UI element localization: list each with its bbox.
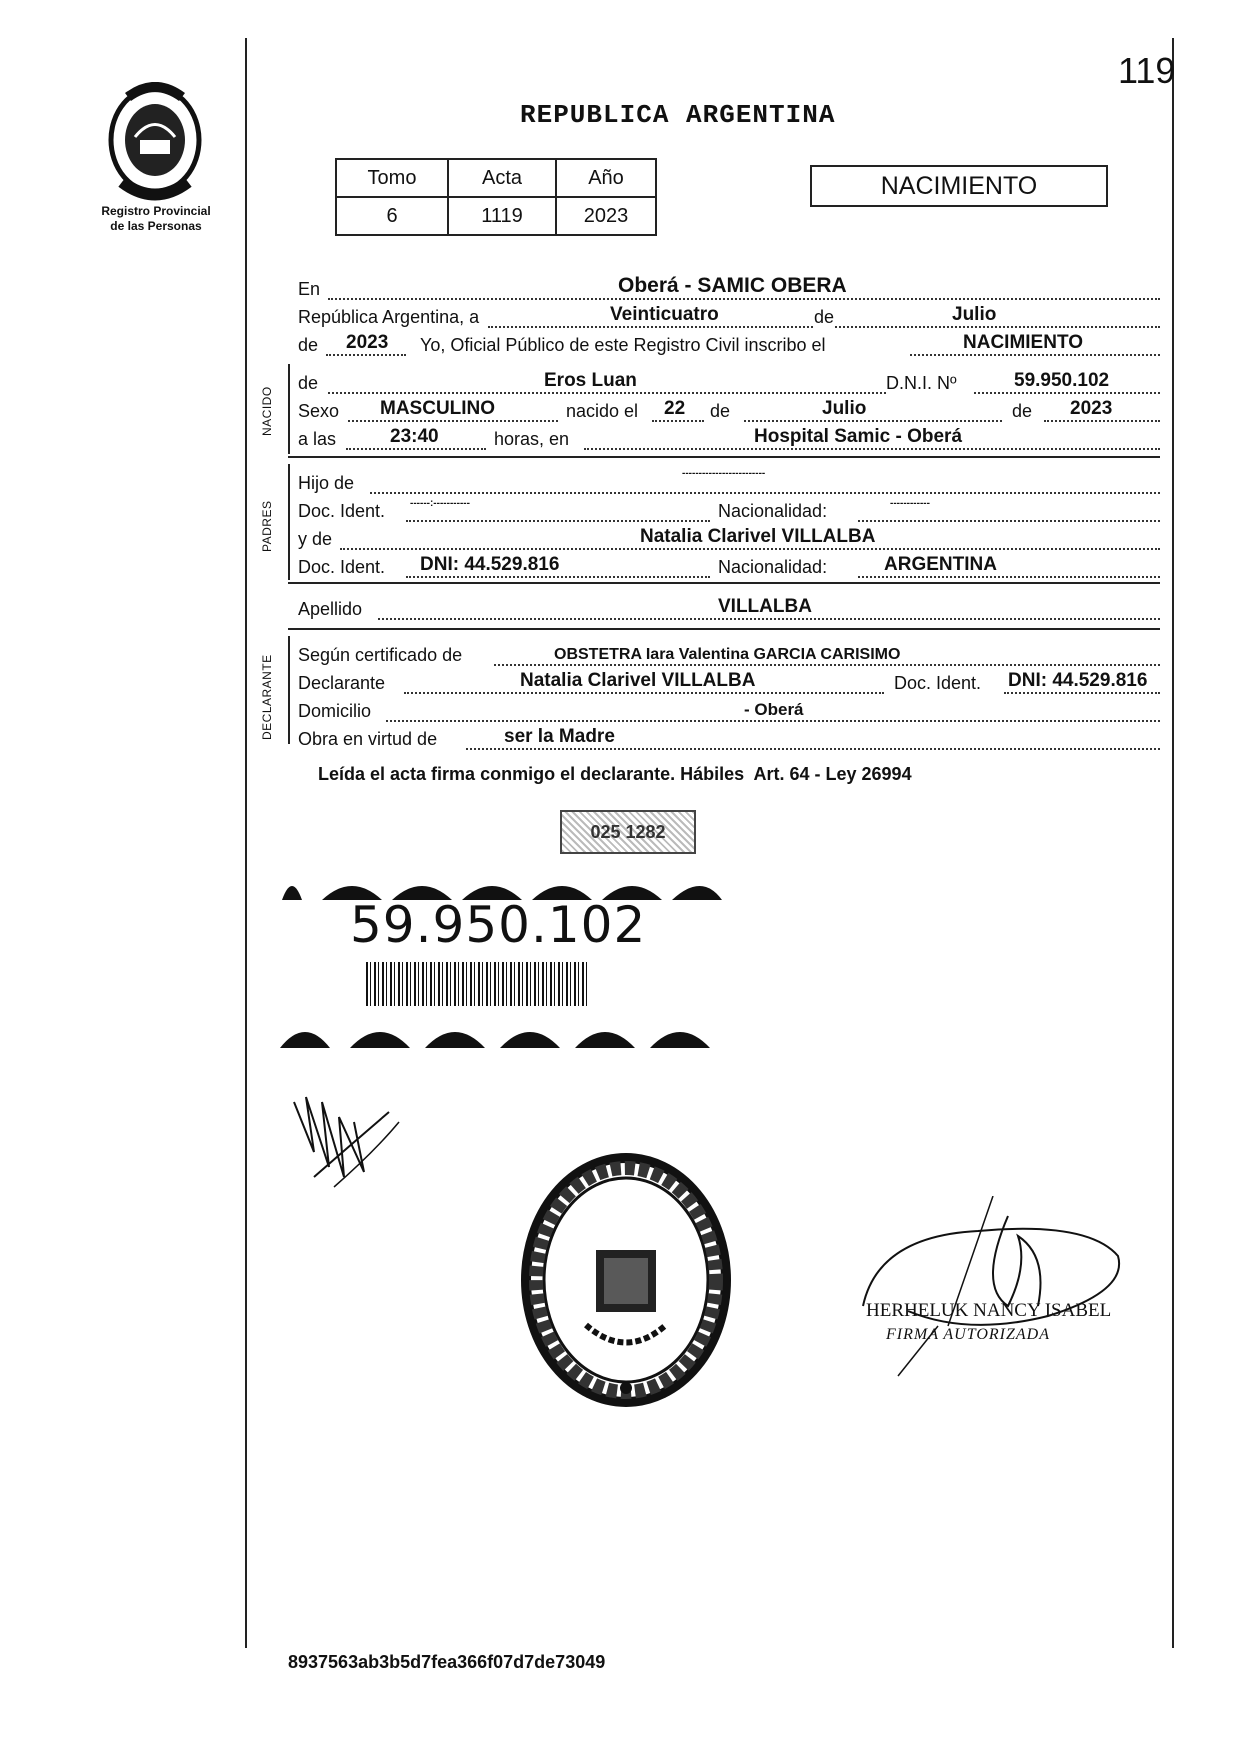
intro-row-2 xyxy=(298,302,1160,330)
padres-row-3 xyxy=(298,524,1160,552)
left-margin-line xyxy=(245,38,247,1648)
sexo-value: MASCULINO xyxy=(380,398,496,419)
republica-label: República Argentina, a xyxy=(298,307,480,327)
year-value: 2023 xyxy=(346,332,389,353)
hijo-label: Hijo de xyxy=(298,473,355,493)
table-header: Tomo xyxy=(336,159,448,197)
father-doc: ------:----------- xyxy=(410,498,470,509)
document-hash: 8937563ab3b5d7fea366f07d7de73049 xyxy=(288,1652,606,1672)
a-las-label: a las xyxy=(298,429,337,449)
de-label-3: de xyxy=(1012,401,1033,421)
nacido-el-label: nacido el xyxy=(566,401,639,421)
padres-row-2 xyxy=(298,496,1160,524)
declarante-label: Declarante xyxy=(298,673,386,693)
nacionalidad-label: Nacionalidad: xyxy=(718,501,828,521)
birth-place: Hospital Samic - Oberá xyxy=(754,426,963,447)
padres-row-1 xyxy=(298,468,1160,496)
birth-month: Julio xyxy=(822,398,867,419)
intro-row-1 xyxy=(298,274,1160,302)
official-name: HERHELUK NANCY ISABEL xyxy=(866,1300,1112,1321)
nacionalidad-label-2: Nacionalidad: xyxy=(718,557,828,577)
official-signature xyxy=(858,1196,1128,1386)
table-cell: 2023 xyxy=(556,197,656,235)
page-title: REPUBLICA ARGENTINA xyxy=(520,100,836,130)
apellido-value: VILLALBA xyxy=(718,596,812,617)
cert-label: Según certificado de xyxy=(298,645,463,665)
horas-label: horas, en xyxy=(494,429,570,449)
logo-caption-2: de las Personas xyxy=(110,219,202,233)
birth-year: 2023 xyxy=(1070,398,1113,419)
place-value: Oberá - SAMIC OBERA xyxy=(618,274,847,297)
de-label: de xyxy=(298,373,319,393)
month-value: Julio xyxy=(952,304,997,325)
province-logo xyxy=(100,82,210,202)
intro-row-3 xyxy=(298,330,1160,358)
declarante-value: Natalia Clarivel VILLALBA xyxy=(520,670,756,691)
father-nationality: ------------ xyxy=(890,498,930,509)
mother-name: Natalia Clarivel VILLALBA xyxy=(640,526,876,547)
day-words: Veinticuatro xyxy=(610,304,719,325)
big-number: 59.950.102 xyxy=(350,896,647,954)
nacido-side-label: NACIDO xyxy=(260,386,274,436)
official-role: FIRMA AUTORIZADA xyxy=(886,1326,1050,1343)
logo-caption-1: Registro Provincial xyxy=(101,204,211,218)
en-label: En xyxy=(298,279,321,299)
apellido-row xyxy=(298,594,1160,622)
padres-row-4 xyxy=(298,552,1160,580)
table-cell: 6 xyxy=(336,197,448,235)
separator-apellido xyxy=(288,628,1160,630)
table-header: Año xyxy=(556,159,656,197)
separator-padres xyxy=(288,582,1160,584)
declarante-side-label: DECLARANTE xyxy=(260,654,274,740)
declarante-row-1 xyxy=(298,640,1160,668)
de-label-2: de xyxy=(710,401,731,421)
table-cell: 1119 xyxy=(448,197,556,235)
separator-nacido xyxy=(288,456,1160,458)
y-de-label: y de xyxy=(298,529,333,549)
doc-label: Doc. Ident. xyxy=(298,501,386,521)
declarante-doc: DNI: 44.529.816 xyxy=(1008,670,1148,691)
page-number: 119 xyxy=(1118,50,1176,91)
declarante-row-2 xyxy=(298,668,1160,696)
nacido-row-2 xyxy=(298,396,1160,424)
inscribe-text: Yo, Oficial Público de este Registro Civil inscribo el xyxy=(420,335,826,355)
nacido-bracket xyxy=(288,364,290,454)
right-margin-line xyxy=(1172,38,1174,1648)
father-name: ------------------------- xyxy=(682,468,766,479)
nacido-row-1 xyxy=(298,368,1160,396)
doc-ident-label: Doc. Ident. xyxy=(894,673,982,693)
mother-nationality: ARGENTINA xyxy=(884,554,997,575)
domicilio-value: - Oberá xyxy=(744,700,804,719)
obra-value: ser la Madre xyxy=(504,726,615,747)
de2-label: de xyxy=(298,335,319,355)
small-stamp: 025 1282 xyxy=(560,810,696,854)
domicilio-label: Domicilio xyxy=(298,701,372,721)
de-label: de xyxy=(814,307,835,327)
padres-bracket xyxy=(288,464,290,580)
apellido-label: Apellido xyxy=(298,599,363,619)
declarant-signature xyxy=(284,1082,404,1192)
barcode xyxy=(366,962,590,1006)
record-table xyxy=(335,158,657,236)
birth-day: 22 xyxy=(664,398,686,419)
closing-text: Leída el acta firma conmigo el declarante. Hábiles Art. 64 - Ley 26994 xyxy=(318,764,912,784)
declarante-row-4 xyxy=(298,724,1160,752)
padres-side-label: PADRES xyxy=(260,500,274,552)
declarante-bracket xyxy=(288,636,290,744)
nacido-row-3 xyxy=(298,424,1160,452)
obra-label: Obra en virtud de xyxy=(298,729,438,749)
child-name: Eros Luan xyxy=(544,370,637,391)
official-seal xyxy=(516,1150,736,1410)
doc-label-2: Doc. Ident. xyxy=(298,557,386,577)
sexo-label: Sexo xyxy=(298,401,340,421)
declarante-row-3 xyxy=(298,696,1160,724)
birth-time: 23:40 xyxy=(390,426,439,447)
security-pattern-bottom xyxy=(280,1016,720,1050)
table-header: Acta xyxy=(448,159,556,197)
cert-value: OBSTETRA Iara Valentina GARCIA CARISIMO xyxy=(554,646,901,663)
child-dni: 59.950.102 xyxy=(1014,370,1110,391)
dni-label: D.N.I. Nº xyxy=(886,373,957,393)
record-type-box: NACIMIENTO xyxy=(810,165,1108,207)
mother-doc: DNI: 44.529.816 xyxy=(420,554,560,575)
act-value: NACIMIENTO xyxy=(963,332,1083,353)
